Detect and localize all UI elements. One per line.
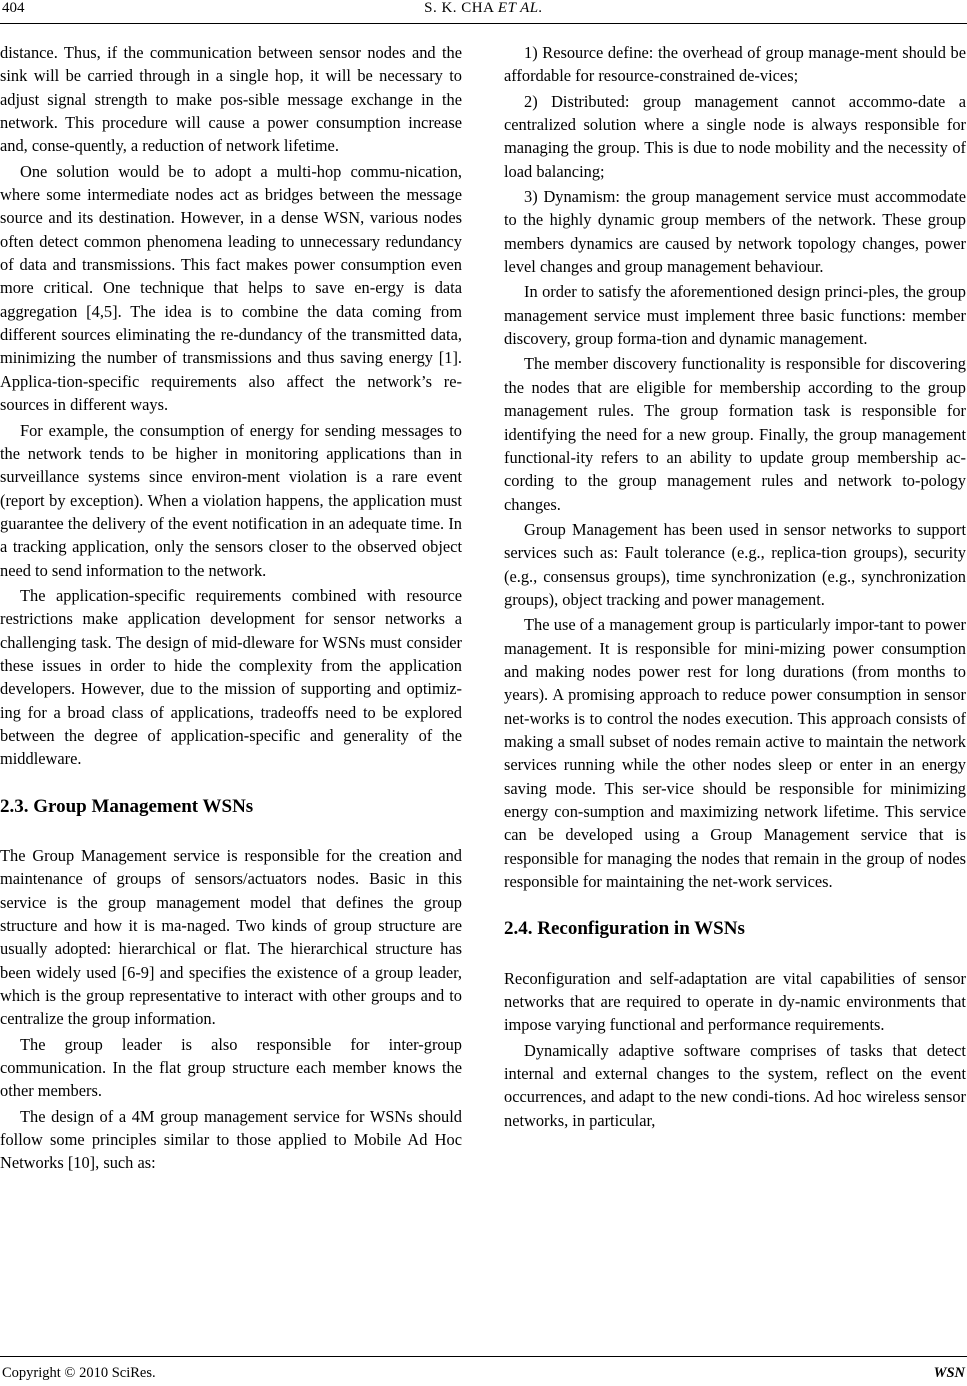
journal-name: WSN [933,1365,965,1381]
paragraph: The Group Management service is responsible for the creation and maintenance of groups of sensors/actuators nodes. Basic in this service is the group management model that defines the group structure and how it is ma-naged. Two kinds of group structure are usually adopted: hierarchical or flat. The hierarchical structure has been widely used [6-9] and specifies the existence of a group leader, which is the group representative to interact with other groups and to centralize the group information. [0,846,462,1029]
running-head-authors: S. K. CHA [424,0,494,16]
page-footer [0,1356,967,1386]
section-heading-2-4: 2.4. Reconfiguration in WSNs [504,918,745,940]
paragraph: distance. Thus, if the communication between sensor nodes and the sink will be carried through in a single hop, it will be necessary to adjust signal strength to make pos-sible message exchange in the network. This procedure will cause a power consumption increase and, conse-quently, a reduction of network lifetime. [0,43,462,156]
footer-rule [0,1356,967,1357]
paragraph: For example, the consumption of energy for sending messages to the network tends to be higher in monitoring applications than in surveillance systems since environ-ment violation is a rare event (report by exception). When a violation happens, the application must guarantee the delivery of the event notification in an adequate time. In a tracking application, only the sensors closer to the observed object need to send information to the network. [0,420,462,580]
paragraph: The design of a 4M group management service for WSNs should follow some principles similar to those applied to Mobile Ad Hoc Networks [10], such as: [0,1106,462,1173]
paragraph: Group Management has been used in sensor networks to support services such as: Fault tolerance (e.g., replica-tion groups), security (e.g., consensus groups), time synchronization (e.g., synchronization groups), object tracking and power management. [504,519,966,609]
header-rule [0,23,967,24]
paragraph: The group leader is also responsible for inter-group communication. In the flat group structure each member knows the other members. [0,1034,462,1101]
list-item: 1) Resource define: the overhead of group manage-ment should be affordable for resource-constrained de-vices; [504,43,966,86]
paragraph: In order to satisfy the aforementioned design princi-ples, the group management service must implement three basic functions: member discovery, group forma-tion and dynamic management. [504,282,966,349]
list-item: 2) Distributed: group management cannot accommo-date a centralized solution where a single node is always responsible for managing the group. This is due to node mobility and the necessity of load balancing; [504,91,966,181]
paragraph: The member discovery functionality is responsible for discovering the nodes that are eligible for membership according to the group management rules. The group formation task is responsible for identifying the need for a new group. Finally, the group management functional-ity refers to an ability to update group membership ac-cording to the group management rules and network to-pology changes. [504,354,966,514]
paragraph: The use of a management group is particularly impor-tant to power management. It is responsible for mini-mizing power consumption and making nodes power rest for long durations (from months to years). A promising approach to reduce power consumption in sensor net-works is to control the nodes execution. This approach consists of making a small subset of nodes remain active to maintain the network services running while the other nodes sleep or enter in an energy saving mode. This ser-vice should be responsible for minimizing energy con-sumption and maximizing network lifetime. This service can be developed using a Group Management service that is responsible for managing the nodes that remain in the group of nodes responsible for maintaining the net-work services. [504,615,966,892]
page-header [0,0,967,28]
right-column [504,41,966,1134]
paragraph: One solution would be to adopt a multi-hop commu-nication, where some intermediate nodes act as bridges between the message source and its destination. However, in a dense WSN, various nodes often detect common phenomena leading to unnecessary redundancy of data and transmissions. This fact makes power consumption even more critical. One technique that helps to save en-ergy is data aggregation [4,5]. The idea is to combine the data coming from different sources eliminating the re-dundancy of the transmitted data, minimizing the number of transmissions and thus saving energy [1]. Applica-tion-specific requirements also affect the network’s re-sources in different ways. [0,161,462,415]
running-head-et-al: ET AL. [497,0,543,16]
page-number: 404 [2,0,25,16]
copyright-notice: Copyright © 2010 SciRes. [2,1365,156,1381]
section-heading-2-3: 2.3. Group Management WSNs [0,795,254,817]
running-head [0,0,967,17]
left-column [0,41,462,1177]
paragraph: The application-specific requirements combined with resource restrictions make application development for sensor networks a challenging task. The design of mid-dleware for WSNs must consider these issues in order to hide the complexity from the application developers. However, due to the mission of supporting and optimiz-ing for a broad class of applications, tradeoffs need to be explored between the degree of application-specific and generality of the middleware. [0,585,462,769]
paragraph: Dynamically adaptive software comprises of tasks that detect internal and external changes to the system, reflect on the event occurrences, and adapt to the new condi-tions. Ad hoc wireless sensor networks, in particular, [504,1040,966,1130]
paragraph: Reconfiguration and self-adaptation are vital capabilities of sensor networks that are required to operate in dy-namic environments that impose varying functional and performance requirements. [504,968,966,1035]
list-item: 3) Dynamism: the group management service must accommodate to the highly dynamic group members of the network. These group members dynamics are caused by network topology changes, power level changes and group management behaviour. [504,187,966,277]
